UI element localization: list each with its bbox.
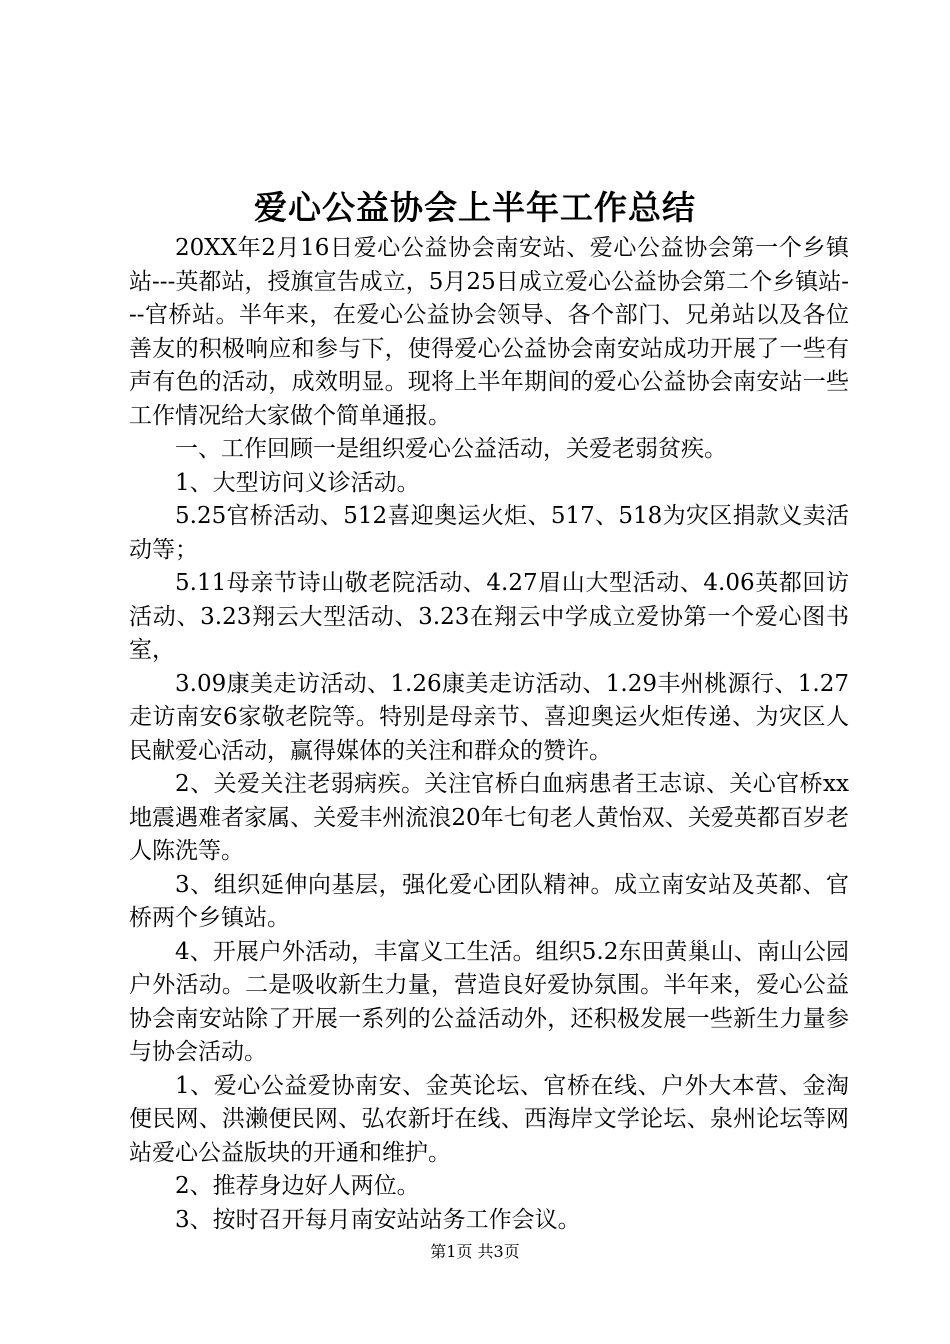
document-title: 爱心公益协会上半年工作总结 bbox=[254, 188, 696, 227]
page-number-footer: 第1页 共3页 bbox=[430, 1242, 520, 1261]
paragraph: 20XX年2月16日爱心公益协会南安站、爱心公益协会第一个乡镇站---英都站，授旗宣告成立，5月25日成立爱心公益协会第二个乡镇站---官桥站。半年来，在爱心公益协会领导、各个部门、兄弟站以及各位善友的积极响应和参与下，使得爱心公益协会南安站成功开展了一些有声有色的活动，成效明显。现将上半年期间的爱心公益协会南安站一些工作情况给大家做个简单通报。 bbox=[129, 235, 849, 429]
paragraph: 3.09康美走访活动、1.26康美走访活动、1.29丰州桃源行、1.27走访南安6家敬老院等。特别是母亲节、喜迎奥运火炬传递、为灾区人民献爱心活动，赢得媒体的关注和群众的赞许。 bbox=[129, 670, 849, 764]
paragraph: 1、大型访问义诊活动。 bbox=[175, 469, 420, 496]
paragraph: 一、工作回顾一是组织爱心公益活动，关爱老弱贫疾。 bbox=[175, 436, 727, 462]
paragraph: 4、开展户外活动，丰富义工生活。组织5.2东田黄巢山、南山公园户外活动。二是吸收新生力量，营造良好爱协氛围。半年来，爱心公益协会南安站除了开展一系列的公益活动外，还积极发展一些新生力量参与协会活动。 bbox=[129, 938, 849, 1065]
document-body bbox=[129, 232, 849, 1237]
paragraph: 2、关爱关注老弱病疾。关注官桥白血病患者王志谅、关心官桥xx地震遇难者家属、关爱丰州流浪20年七旬老人黄怡双、关爱英都百岁老人陈洗等。 bbox=[129, 771, 849, 864]
paragraph: 2、推荐身边好人两位。 bbox=[175, 1173, 420, 1199]
paragraph: 3、组织延伸向基层，强化爱心团队精神。成立南安站及英都、官桥两个乡镇站。 bbox=[129, 871, 849, 931]
paragraph: 5.11母亲节诗山敬老院活动、4.27眉山大型活动、4.06英都回访活动、3.23翔云大型活动、3.23在翔云中学成立爱协第一个爱心图书室， bbox=[129, 570, 849, 663]
paragraph: 5.25官桥活动、512喜迎奥运火炬、517、518为灾区捐款义卖活动等； bbox=[129, 503, 849, 563]
paragraph: 3、按时召开每月南安站站务工作会议。 bbox=[175, 1206, 581, 1233]
paragraph: 1、爱心公益爱协南安、金英论坛、官桥在线、户外大本营、金淘便民网、洪濑便民网、弘农新圩在线、西海岸文学论坛、泉州论坛等网站爱心公益版块的开通和维护。 bbox=[129, 1072, 849, 1166]
